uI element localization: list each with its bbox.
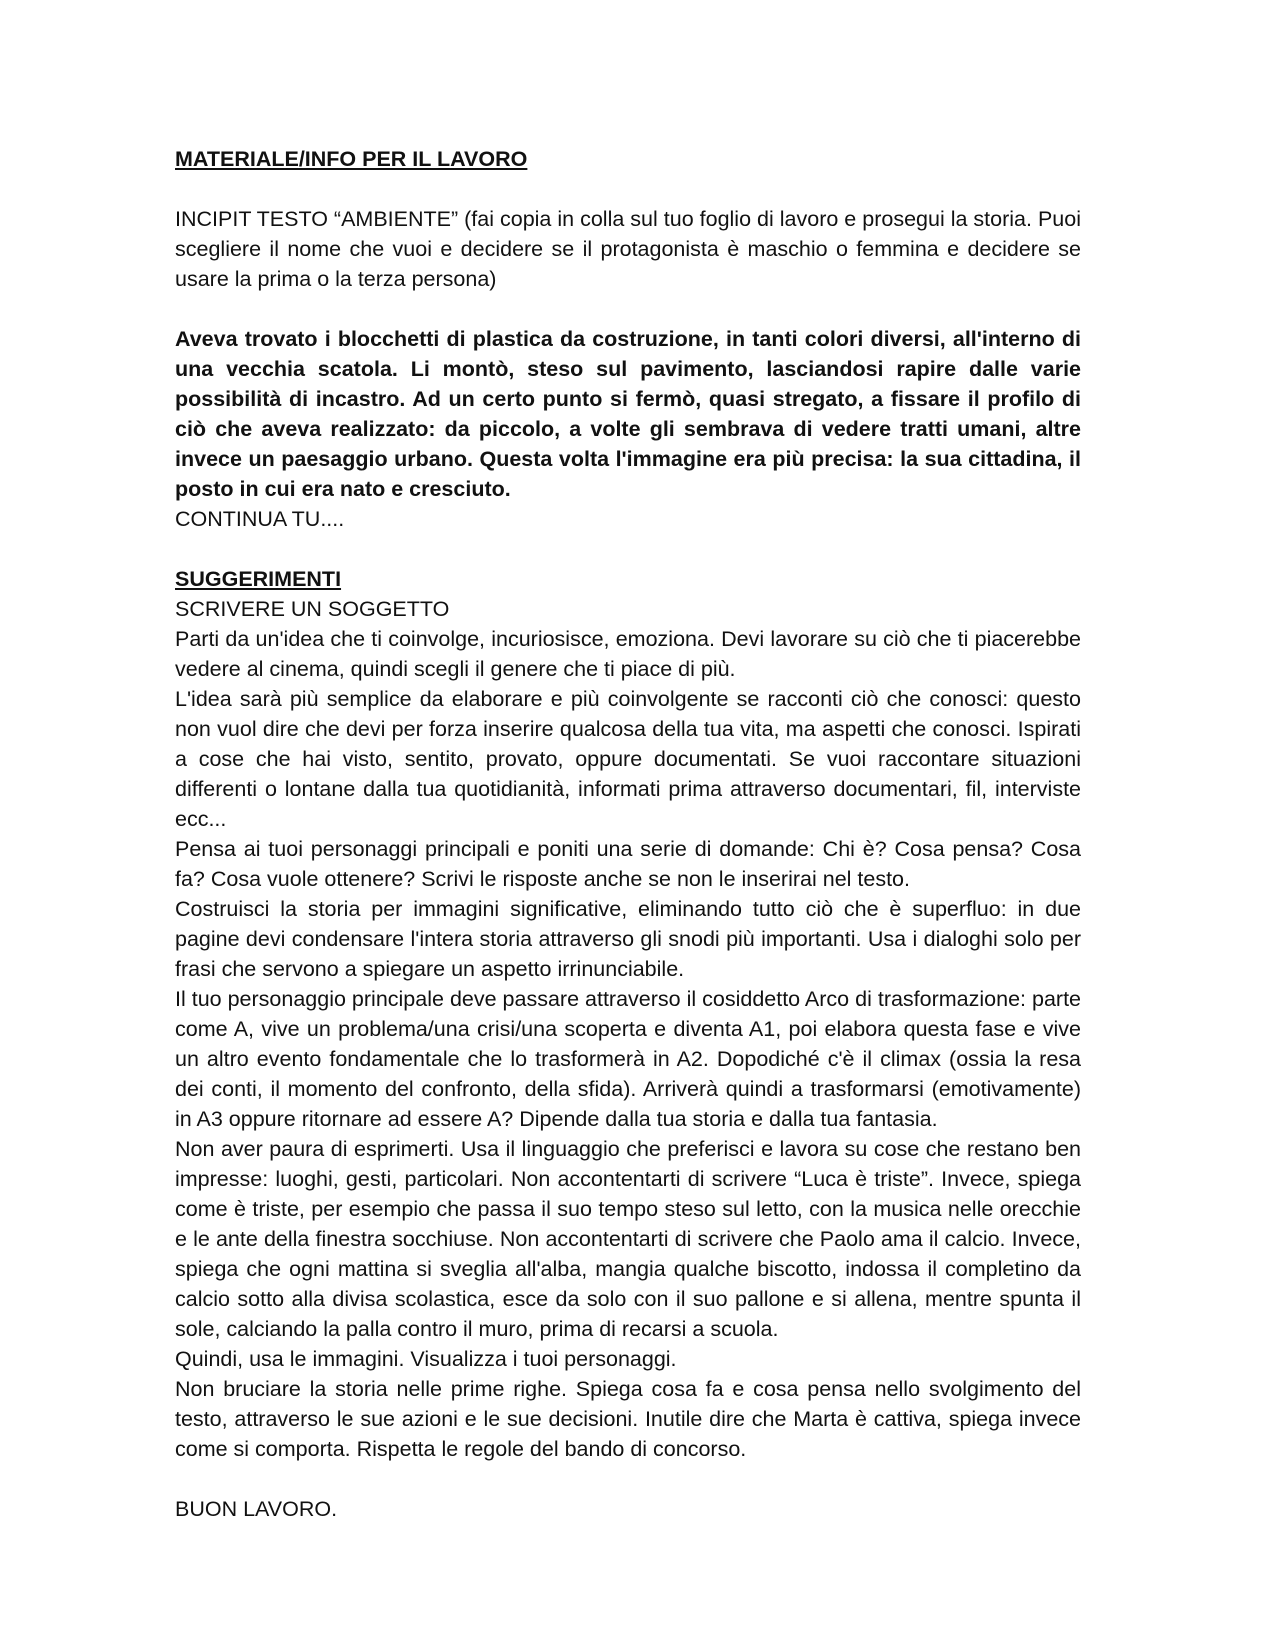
- paragraph: Costruisci la storia per immagini significative, eliminando tutto ciò che è superfluo: in due pagine devi condensare l'intera storia attraverso gli snodi più importanti. Usa i dialoghi solo per frasi che servono a spiegare un aspetto irrinunciabile.: [175, 897, 1081, 981]
- paragraph: Parti da un'idea che ti coinvolge, incuriosisce, emoziona. Devi lavorare su ciò che ti piacerebbe vedere al cinema, quindi scegli il genere che ti piace di più.: [175, 627, 1081, 681]
- paragraph: Non aver paura di esprimerti. Usa il linguaggio che preferisci e lavora su cose che restano ben impresse: luoghi, gesti, particolari. Non accontentarti di scrivere “Luca è triste”. Invece, spiega come è triste, per esempio che passa il suo tempo steso sul letto, con la musica nelle orecchie e le ante della finestra socchiuse. Non accontentarti di scrivere che Paolo ama il calcio. Invece, spiega che ogni mattina si sveglia all'alba, mangia qualche biscotto, indossa il completino da calcio sotto alla divisa scolastica, esce da solo con il suo pallone e si allena, mentre spunta il sole, calciando la palla contro il muro, prima di recarsi a scuola.: [175, 1137, 1081, 1341]
- section-heading-suggerimenti: SUGGERIMENTI: [175, 567, 342, 591]
- spacer: [175, 294, 1081, 324]
- spacer: [175, 1464, 1081, 1494]
- paragraph: L'idea sarà più semplice da elaborare e più coinvolgente se racconti ciò che conosci: questo non vuol dire che devi per forza inserire qualcosa della tua vita, ma aspetti che conosci. Ispirati a cose che hai visto, sentito, provato, oppure documentati. Se vuoi raccontare situazioni differenti o lontane dalla tua quotidianità, informati prima attraverso documentari, fil, interviste ecc...: [175, 687, 1081, 831]
- continue-prompt: CONTINUA TU....: [175, 507, 345, 531]
- document-page: [175, 144, 1081, 1524]
- subheading: SCRIVERE UN SOGGETTO: [175, 597, 450, 621]
- incipit-instructions: INCIPIT TESTO “AMBIENTE” (fai copia in colla sul tuo foglio di lavoro e prosegui la storia. Puoi scegliere il nome che vuoi e decidere se il protagonista è maschio o femmina e decidere se usare la prima o la terza persona): [175, 207, 1081, 291]
- paragraph: Non bruciare la storia nelle prime righe. Spiega cosa fa e cosa pensa nello svolgimento del testo, attraverso le sue azioni e le sue decisioni. Inutile dire che Marta è cattiva, spiega invece come si comporta. Rispetta le regole del bando di concorso.: [175, 1377, 1081, 1461]
- paragraph: Pensa ai tuoi personaggi principali e poniti una serie di domande: Chi è? Cosa pensa? Cosa fa? Cosa vuole ottenere? Scrivi le risposte anche se non le inserirai nel testo.: [175, 837, 1081, 891]
- spacer: [175, 534, 1081, 564]
- paragraph: Il tuo personaggio principale deve passare attraverso il cosiddetto Arco di trasformazione: parte come A, vive un problema/una crisi/una scoperta e diventa A1, poi elabora questa fase e vive un altro evento fondamentale che lo trasformerà in A2. Dopodiché c'è il climax (ossia la resa dei conti, il momento del confronto, della sfida). Arriverà quindi a trasformarsi (emotivamente) in A3 oppure ritornare ad essere A? Dipende dalla tua storia e dalla tua fantasia.: [175, 987, 1081, 1131]
- closing-line: BUON LAVORO.: [175, 1497, 338, 1521]
- spacer: [175, 174, 1081, 204]
- paragraph: Quindi, usa le immagini. Visualizza i tuoi personaggi.: [175, 1347, 677, 1371]
- incipit-text: Aveva trovato i blocchetti di plastica da costruzione, in tanti colori diversi, all'interno di una vecchia scatola. Li montò, steso sul pavimento, lasciandosi rapire dalle varie possibilità di incastro. Ad un certo punto si fermò, quasi stregato, a fissare il profilo di ciò che aveva realizzato: da piccolo, a volte gli sembrava di vedere tratti umani, altre invece un paesaggio urbano. Questa volta l'immagine era più precisa: la sua cittadina, il posto in cui era nato e cresciuto.: [175, 327, 1081, 501]
- section-heading-materiale: MATERIALE/INFO PER IL LAVORO: [175, 147, 528, 171]
